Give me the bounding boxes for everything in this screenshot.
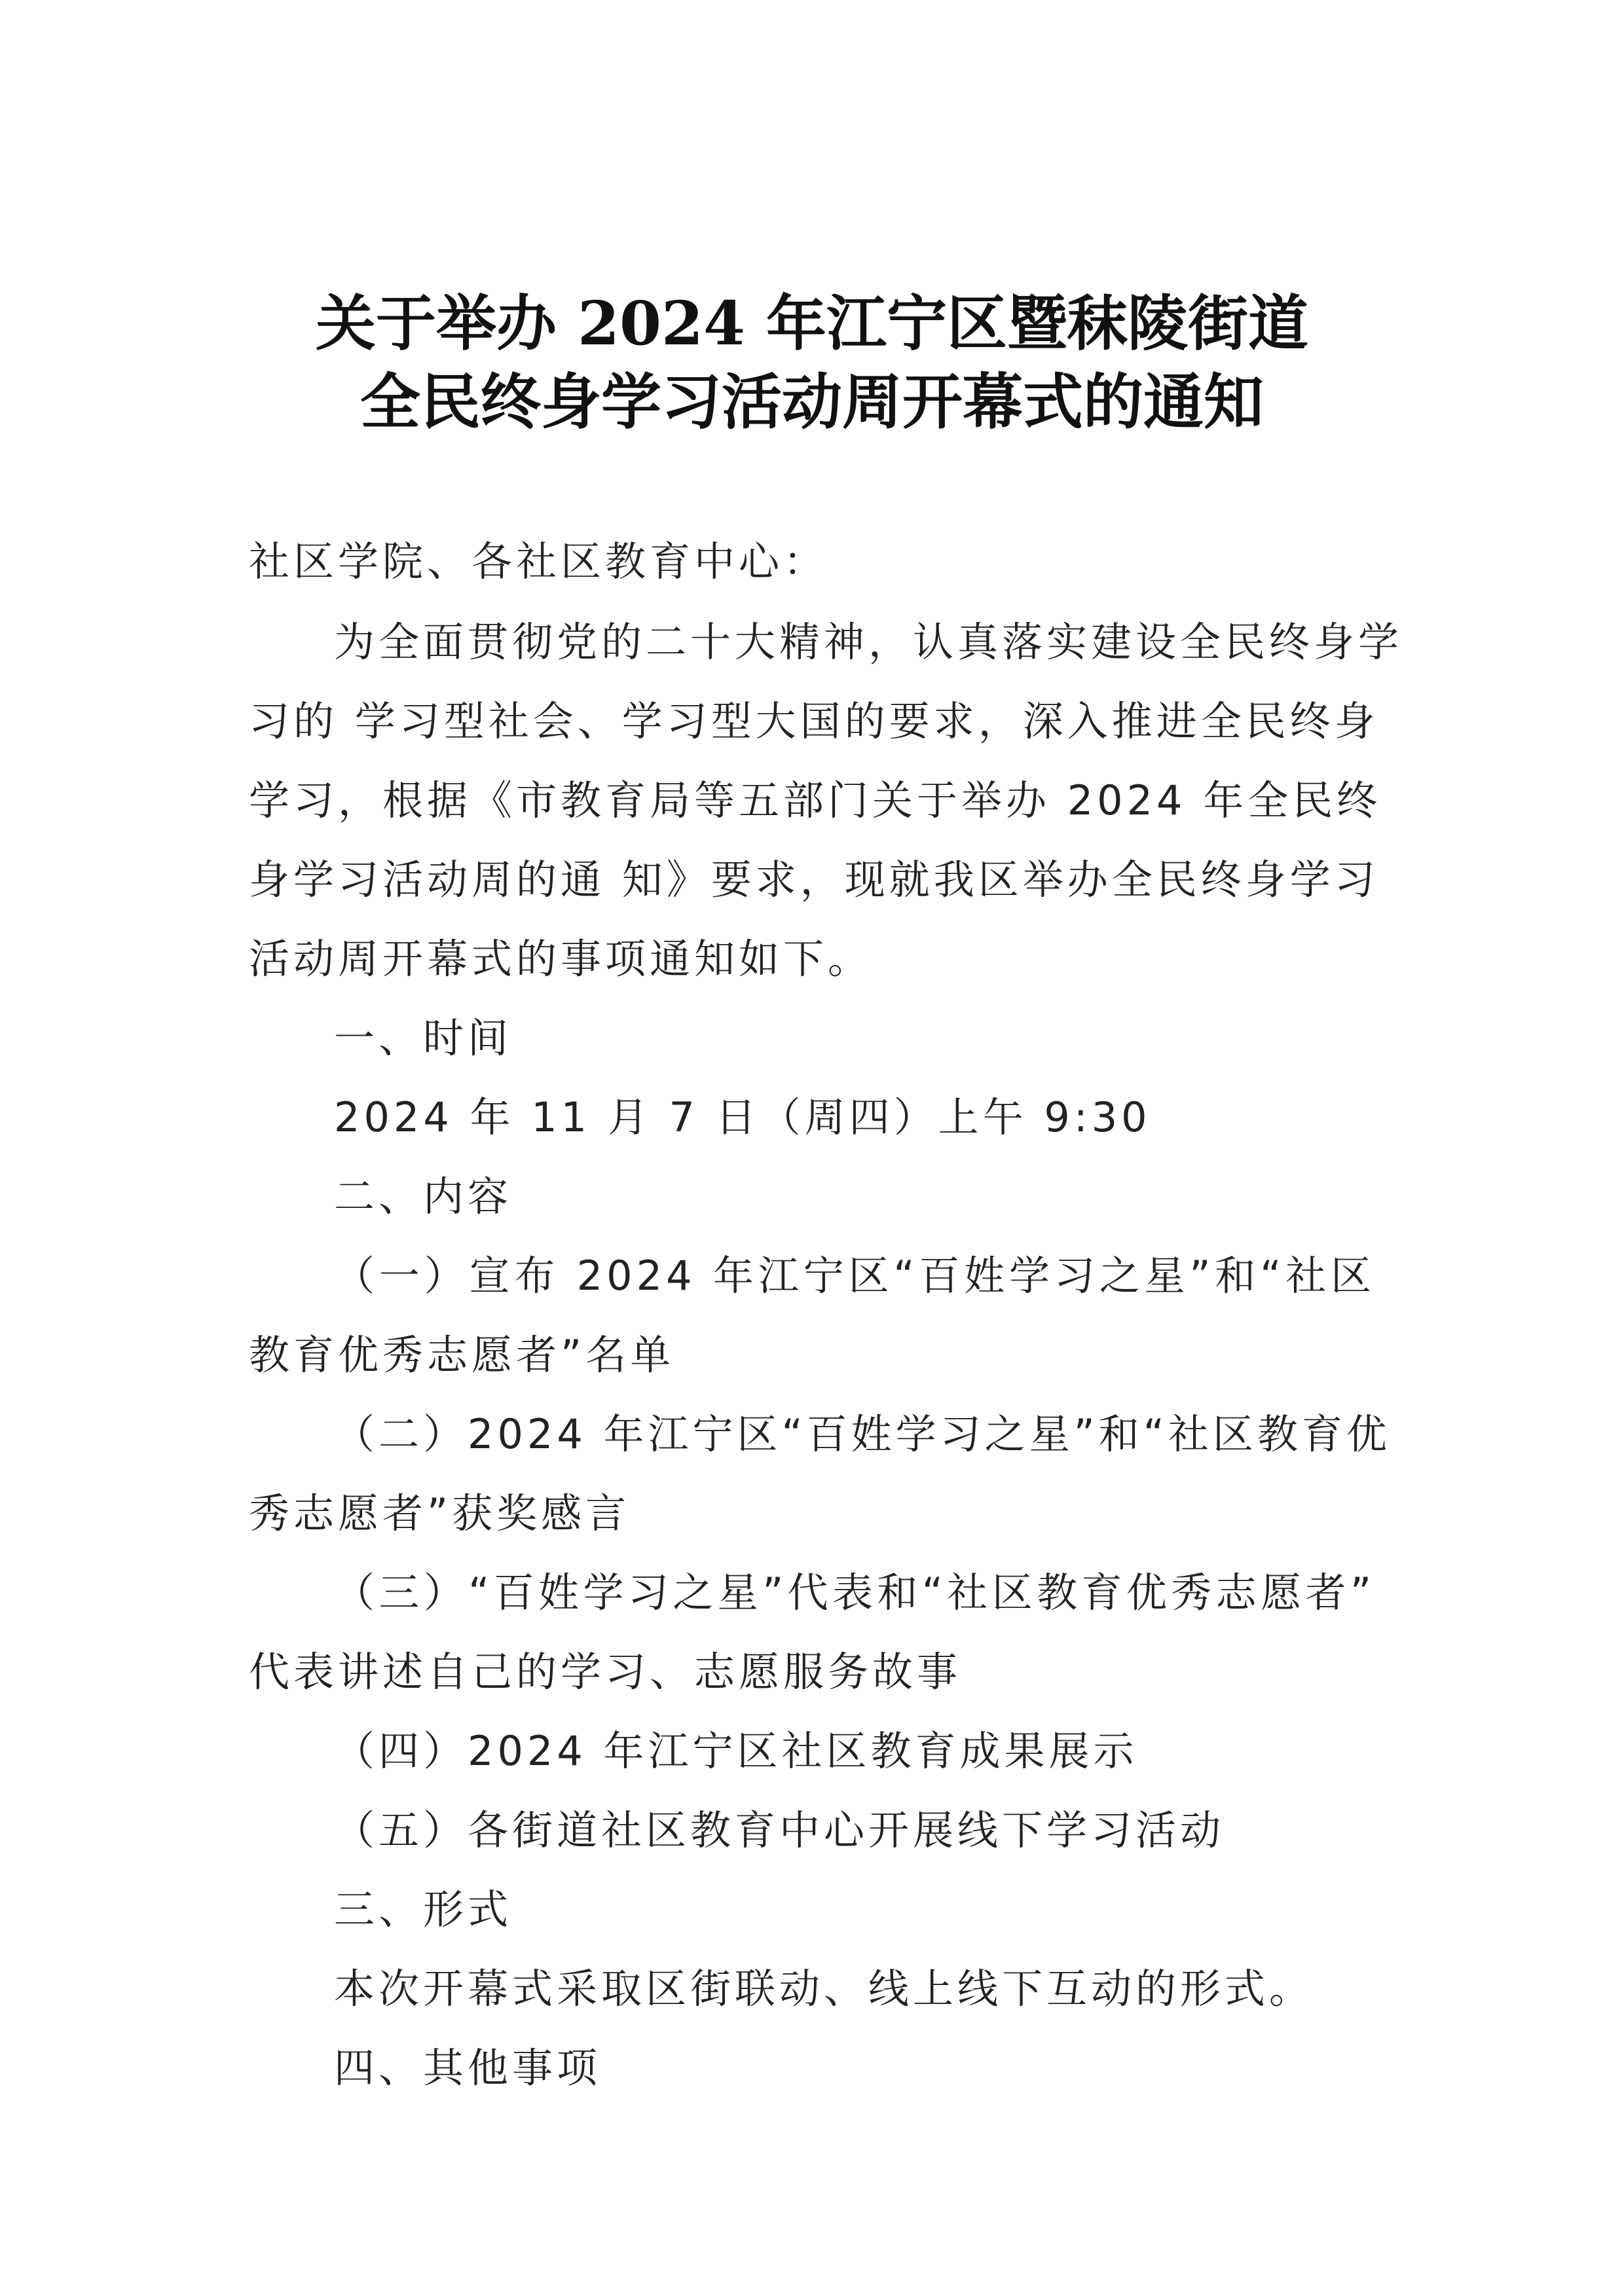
section-2-heading: 二、内容 — [334, 1173, 513, 1220]
section-3-content: 本次开幕式采取区街联动、线上线下互动的形式。 — [334, 1965, 1314, 2013]
content-item-2-line-2: 秀志愿者”获奖感言 — [249, 1489, 631, 1537]
section-4-heading: 四、其他事项 — [334, 2044, 602, 2092]
salutation: 社区学院、各社区教育中心： — [249, 538, 828, 585]
content-item-3-line-2: 代表讲述自己的学习、志愿服务故事 — [249, 1648, 962, 1696]
document-title-line-2: 全民终身学习活动周开幕式的通知 — [360, 367, 1264, 437]
section-1-content: 2024 年 11 月 7 日（周四）上午 9:30 — [334, 1093, 1151, 1141]
intro-line: 学习，根据《市教育局等五部门关于举办 2024 年全民终 — [249, 776, 1382, 824]
content-item-5: （五）各街道社区教育中心开展线下学习活动 — [334, 1806, 1225, 1854]
intro-line: 习的 学习型社会、学习型大国的要求，深入推进全民终身 — [249, 697, 1379, 745]
section-1-heading: 一、时间 — [334, 1014, 513, 1062]
section-3-heading: 三、形式 — [334, 1886, 513, 1933]
document-title-line-1: 关于举办 2024 年江宁区暨秣陵街道 — [315, 288, 1309, 359]
content-item-3-line-1: （三）“百姓学习之星”代表和“社区教育优秀志愿者” — [334, 1569, 1375, 1616]
content-item-2-line-1: （二）2024 年江宁区“百姓学习之星”和“社区教育优 — [334, 1410, 1391, 1458]
content-item-1-line-2: 教育优秀志愿者”名单 — [249, 1331, 675, 1379]
intro-line: 活动周开幕式的事项通知如下。 — [249, 935, 873, 983]
intro-line: 身学习活动周的通 知》要求，现就我区举办全民终身学习 — [249, 856, 1379, 903]
intro-line: 为全面贯彻党的二十大精神，认真落实建设全民终身学 — [334, 618, 1403, 666]
content-item-1-line-1: （一）宣布 2024 年江宁区“百姓学习之星”和“社区 — [334, 1252, 1375, 1300]
content-item-4: （四）2024 年江宁区社区教育成果展示 — [334, 1727, 1138, 1775]
